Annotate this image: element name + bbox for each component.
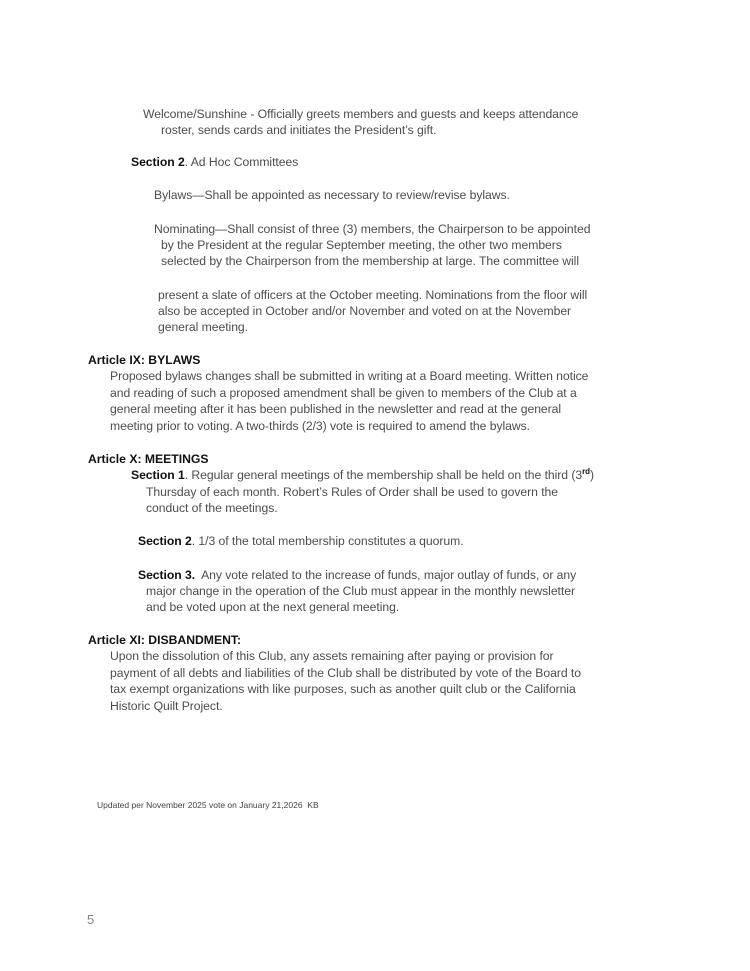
- section-1-text: . Regular general meetings of the membership shall be held on the third (3: [184, 468, 583, 482]
- section-3-text: Any vote related to the increase of funds, major outlay of funds, or any: [195, 568, 577, 582]
- section-3-label: Section 3.: [138, 568, 196, 582]
- update-note: Updated per November 2025 vote on January 21,2026 KB: [97, 800, 319, 810]
- nominating-line-4: present a slate of officers at the October meeting. Nominations from the floor will: [158, 288, 588, 302]
- article-9-heading: Article IX: BYLAWS: [88, 353, 201, 367]
- nominating-line-1: Nominating—Shall consist of three (3) members, the Chairperson to be appointed: [154, 222, 591, 236]
- article-11-line-1: Upon the dissolution of this Club, any assets remaining after paying or provision for: [110, 649, 554, 663]
- article-9-line-1: Proposed bylaws changes shall be submitted in writing at a Board meeting. Written notice: [110, 369, 589, 383]
- article-10-heading: Article X: MEETINGS: [88, 452, 209, 466]
- section-2-meetings-text: . 1/3 of the total membership constitutes a quorum.: [191, 534, 464, 548]
- ordinal-superscript: rd: [582, 467, 591, 476]
- article-10-section-2: [138, 533, 464, 549]
- nominating-line-3: selected by the Chairperson from the membership at large. The committee will: [161, 254, 579, 268]
- welcome-line-2: roster, sends cards and initiates the President’s gift.: [161, 123, 437, 137]
- article-10-section-3-line-2: major change in the operation of the Club must appear in the monthly newsletter: [146, 584, 575, 598]
- article-11-line-2: payment of all debts and liabilities of the Club shall be distributed by vote of the Board to: [110, 666, 581, 680]
- article-11-line-3: tax exempt organizations with like purposes, such as another quilt club or the California: [110, 682, 576, 696]
- article-10-section-3-line-1: [138, 567, 576, 583]
- article-9-line-2: and reading of such a proposed amendment shall be given to members of the Club at a: [110, 386, 577, 400]
- page-number: 5: [87, 912, 95, 927]
- section-2-adhoc-heading: [131, 154, 298, 170]
- article-10-section-1-line-2: Thursday of each month. Robert’s Rules of Order shall be used to govern the: [146, 485, 558, 499]
- nominating-line-6: general meeting.: [158, 320, 248, 334]
- bylaws-committee-text: Bylaws—Shall be appointed as necessary to review/revise bylaws.: [154, 188, 510, 202]
- article-9-line-3: general meeting after it has been published in the newsletter and read at the general: [110, 402, 562, 416]
- section-1-label: Section 1: [131, 468, 185, 482]
- article-10-section-1-line-3: conduct of the meetings.: [146, 501, 278, 515]
- nominating-line-2: by the President at the regular September meeting, the other two members: [161, 238, 562, 252]
- article-11-line-4: Historic Quilt Project.: [110, 699, 223, 713]
- section-1-text-end: ): [590, 468, 595, 482]
- section-2-meetings-label: Section 2: [138, 534, 192, 548]
- article-10-section-3-line-3: and be voted upon at the next general meeting.: [146, 600, 400, 614]
- article-10-section-1-line-1: [131, 467, 594, 483]
- article-11-heading: Article XI: DISBANDMENT:: [88, 633, 242, 647]
- nominating-line-5: also be accepted in October and/or November and voted on at the November: [158, 304, 572, 318]
- welcome-line-1: Welcome/Sunshine - Officially greets members and guests and keeps attendance: [143, 107, 579, 121]
- article-9-line-4: meeting prior to voting. A two-thirds (2/3) vote is required to amend the bylaws.: [110, 419, 531, 433]
- section-2-label: Section 2: [131, 155, 185, 169]
- section-2-title: . Ad Hoc Committees: [184, 155, 299, 169]
